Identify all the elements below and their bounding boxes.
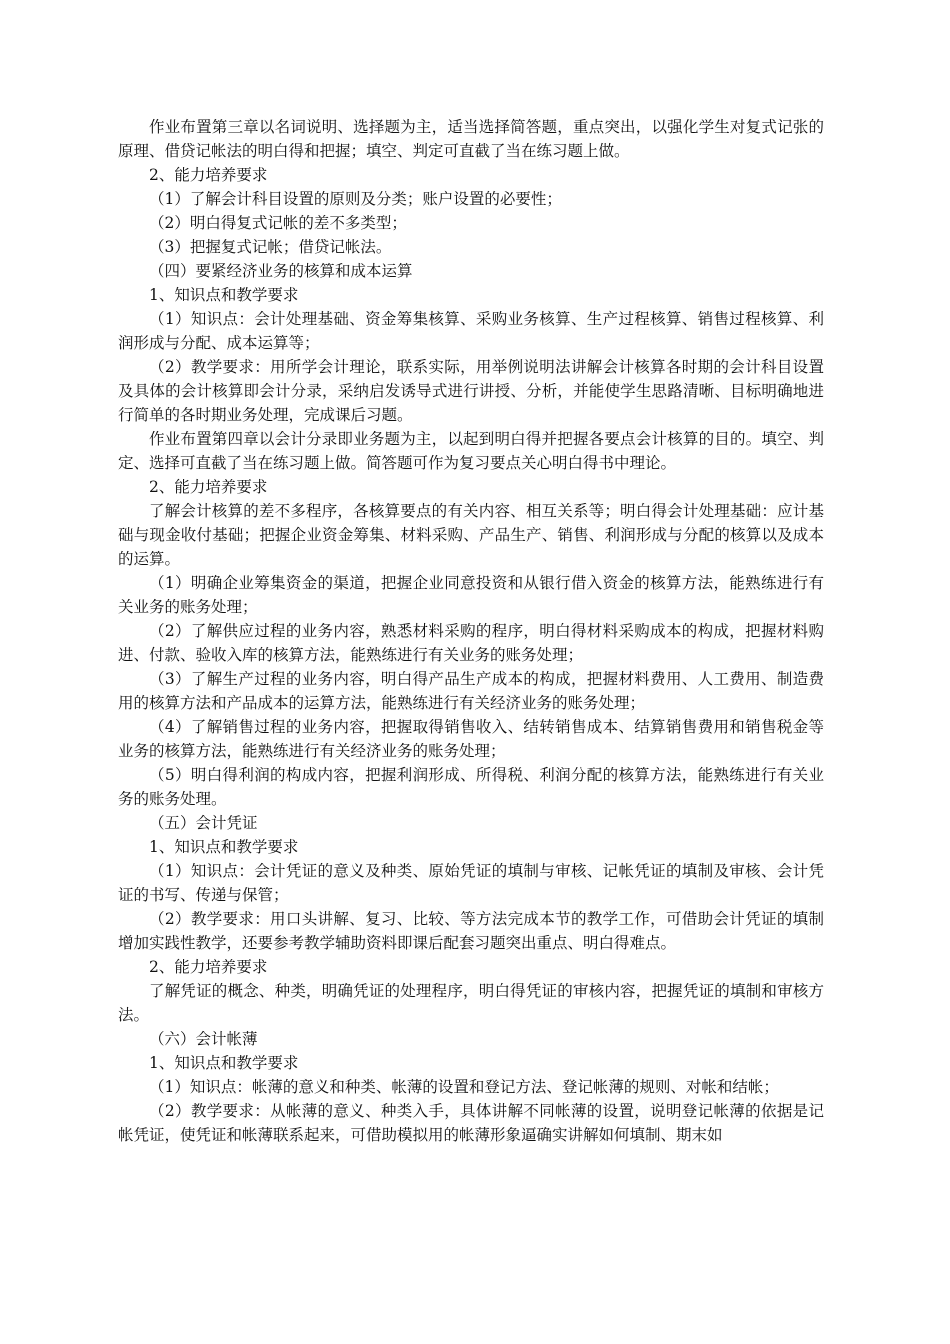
list-item: （1）知识点：会计凭证的意义及种类、原始凭证的填制与审核、记帐凭证的填制及审核、会计凭证的书写、传递与保管； — [118, 862, 824, 904]
heading-ability-requirements: 2、能力培养要求 — [149, 166, 268, 184]
list-item: （5）明白得利润的构成内容，把握利润形成、所得税、利润分配的核算方法，能熟练进行有关业务的账务处理。 — [118, 766, 824, 808]
list-item: （1）了解会计科目设置的原则及分类；账户设置的必要性； — [149, 190, 562, 208]
section-heading-6: （六）会计帐薄 — [149, 1030, 258, 1048]
list-item: （2）教学要求：用所学会计理论，联系实际，用举例说明法讲解会计核算各时期的会计科目设置及具体的会计核算即会计分录，采纳启发诱导式进行讲授、分析，并能使学生思路清晰、目标明确地进行简单的各时期业务处理，完成课后习题。 — [118, 358, 824, 424]
paragraph: 了解会计核算的差不多程序，各核算要点的有关内容、相互关系等；明白得会计处理基础：应计基础与现金收付基础；把握企业资金筹集、材料采购、产品生产、销售、利润形成与分配的核算以及成本的运算。 — [118, 502, 824, 568]
list-item: （2）教学要求：从帐薄的意义、种类入手，具体讲解不同帐薄的设置，说明登记帐薄的依据是记帐凭证，使凭证和帐薄联系起来，可借助模拟用的帐薄形象逼确实讲解如何填制、期末如 — [118, 1102, 824, 1144]
list-item: （2）了解供应过程的业务内容，熟悉材料采购的程序，明白得材料采购成本的构成，把握材料购进、付款、验收入库的核算方法，能熟练进行有关业务的账务处理； — [118, 622, 824, 664]
heading-knowledge-points: 1、知识点和教学要求 — [149, 838, 299, 856]
document-body — [118, 115, 824, 1147]
section-heading-4: （四）要紧经济业务的核算和成本运算 — [149, 262, 413, 280]
list-item: （2）教学要求：用口头讲解、复习、比较、等方法完成本节的教学工作，可借助会计凭证的填制增加实践性教学，还要参考教学辅助资料即课后配套习题突出重点、明白得难点。 — [118, 910, 824, 952]
list-item: （1）知识点：帐薄的意义和种类、帐薄的设置和登记方法、登记帐薄的规则、对帐和结帐； — [149, 1078, 779, 1096]
list-item: （1）知识点：会计处理基础、资金筹集核算、采购业务核算、生产过程核算、销售过程核算、利润形成与分配、成本运算等； — [118, 310, 824, 352]
list-item: （1）明确企业筹集资金的渠道，把握企业同意投资和从银行借入资金的核算方法，能熟练进行有关业务的账务处理； — [118, 574, 824, 616]
paragraph: 了解凭证的概念、种类，明确凭证的处理程序，明白得凭证的审核内容，把握凭证的填制和审核方法。 — [118, 982, 824, 1024]
list-item: （3）把握复式记帐；借贷记帐法。 — [149, 238, 392, 256]
paragraph-homework-ch4: 作业布置第四章以会计分录即业务题为主，以起到明白得并把握各要点会计核算的目的。填空、判定、选择可直截了当在练习题上做。简答题可作为复习要点关心明白得书中理论。 — [118, 430, 824, 472]
heading-knowledge-points: 1、知识点和教学要求 — [149, 1054, 299, 1072]
list-item: （2）明白得复式记帐的差不多类型； — [149, 214, 407, 232]
section-heading-5: （五）会计凭证 — [149, 814, 258, 832]
heading-ability-requirements: 2、能力培养要求 — [149, 958, 268, 976]
list-item: （4）了解销售过程的业务内容，把握取得销售收入、结转销售成本、结算销售费用和销售税金等业务的核算方法，能熟练进行有关经济业务的账务处理； — [118, 718, 824, 760]
heading-ability-requirements: 2、能力培养要求 — [149, 478, 268, 496]
heading-knowledge-points: 1、知识点和教学要求 — [149, 286, 299, 304]
paragraph-homework-ch3: 作业布置第三章以名词说明、选择题为主，适当选择简答题，重点突出，以强化学生对复式记张的原理、借贷记帐法的明白得和把握；填空、判定可直截了当在练习题上做。 — [118, 118, 824, 160]
list-item: （3）了解生产过程的业务内容，明白得产品生产成本的构成，把握材料费用、人工费用、制造费用的核算方法和产品成本的运算方法，能熟练进行有关经济业务的账务处理； — [118, 670, 824, 712]
